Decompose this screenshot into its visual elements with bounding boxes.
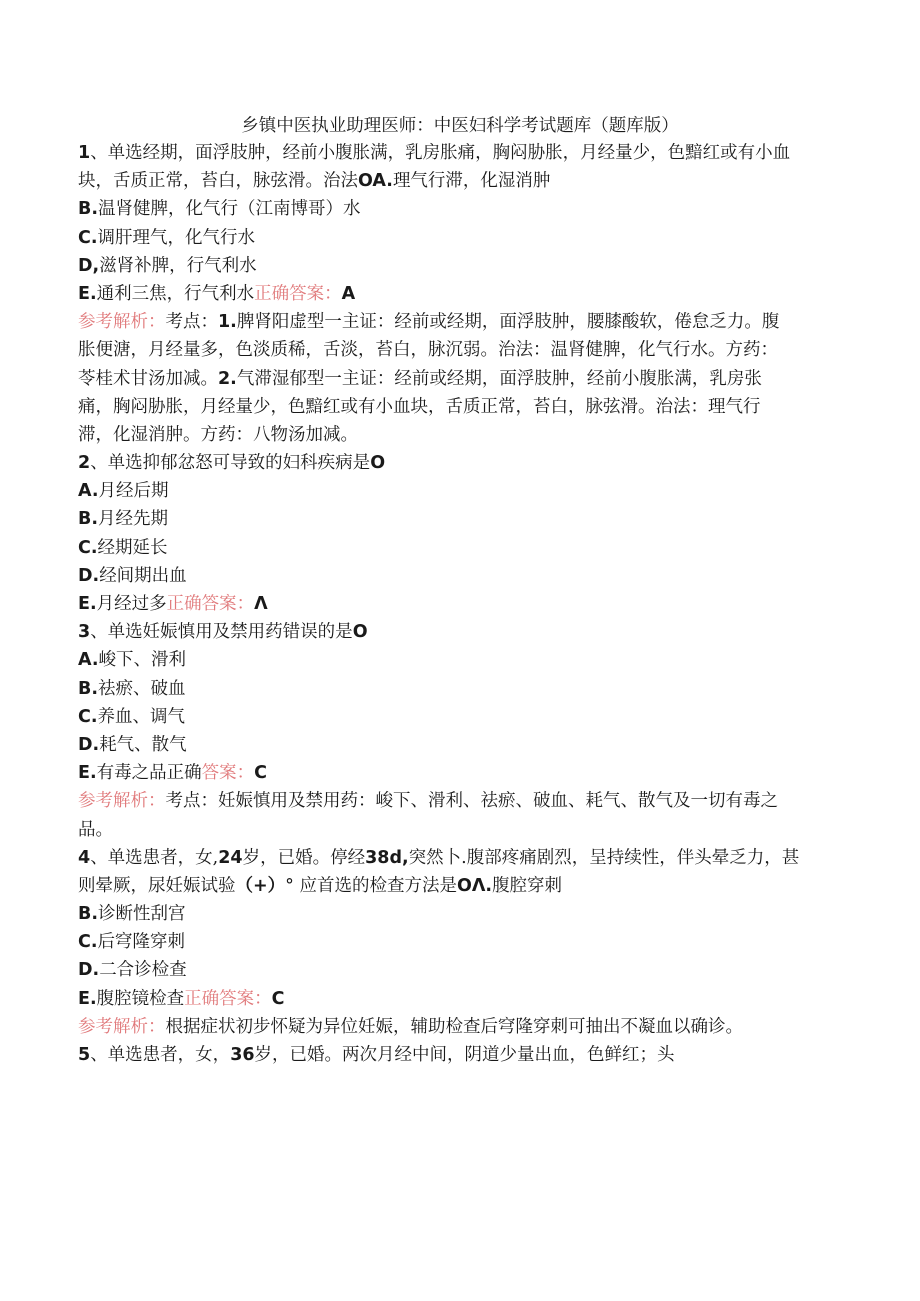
q1-analysis-3a: 苓桂术甘汤加减。 xyxy=(78,368,218,389)
q2-option-c-text: 经期延长 xyxy=(97,537,168,558)
q1-option-c xyxy=(78,224,840,252)
q2-stem xyxy=(78,449,840,477)
q3-option-d-text: 耗气、散气 xyxy=(99,734,187,755)
q4-option-d-letter: D. xyxy=(78,960,100,981)
q4-stem-1c: 突然卜.腹部疼痛剧烈，呈持续性，伴头晕乏力，甚 xyxy=(408,847,800,868)
q3-analysis-line-1 xyxy=(78,787,840,815)
q3-answer-label: 答案： xyxy=(201,763,255,784)
q3-option-a xyxy=(78,646,840,674)
q5-stem-line-1 xyxy=(78,1041,840,1069)
q4-option-e xyxy=(78,985,840,1013)
q3-option-c xyxy=(78,703,840,731)
q3-option-a-letter: A. xyxy=(78,650,99,671)
q3-option-c-letter: C. xyxy=(78,706,98,727)
q3-stem xyxy=(78,618,840,646)
q4-stem-1a: 、单选患者，女, xyxy=(90,847,219,868)
q1-analysis-label: 参考解析： xyxy=(78,312,166,333)
q1-analysis-1b: 脾肾阳虚型一主证：经前或经期，面浮肢肿，腰膝酸软，倦怠乏力。腹 xyxy=(236,312,780,333)
q1-option-e-text: 通利三焦，行气利水 xyxy=(96,283,255,304)
q1-analysis-3b: 气滞湿郁型一主证：经前或经期，面浮肢肿，经前小腹胀满，乳房张 xyxy=(236,368,762,389)
q4-option-b-letter: B. xyxy=(78,904,98,925)
q3-analysis-line-2: 品。 xyxy=(78,819,113,840)
q4-age: 24 xyxy=(218,847,243,868)
q2-option-d xyxy=(78,562,840,590)
q3-number: 3 xyxy=(78,622,91,643)
q1-answer-label: 正确答案： xyxy=(254,283,342,304)
q1-answer: A xyxy=(341,283,356,304)
q3-analysis-1: 考点：妊娠慎用及禁用药：峻下、滑利、祛瘀、破血、耗气、散气及一切有毒之 xyxy=(165,791,778,812)
q1-analysis-point-1: 1. xyxy=(218,312,237,333)
q2-option-c xyxy=(78,534,840,562)
q2-option-e-letter: E. xyxy=(78,594,97,614)
q1-option-a-marker: OA. xyxy=(358,171,393,192)
q3-marker: O xyxy=(352,622,368,643)
q1-analysis-line-1 xyxy=(78,308,840,336)
q2-option-a xyxy=(78,477,840,505)
q1-option-c-text: 调肝理气，化气行水 xyxy=(97,227,255,248)
q4-answer-label: 正确答案： xyxy=(184,988,272,1009)
q2-number: 2 xyxy=(78,453,91,474)
q2-option-c-letter: C. xyxy=(78,537,98,558)
q2-stem-text: 、单选抑郁忿怒可导致的妇科疾病是 xyxy=(90,453,371,474)
q1-option-c-letter: C. xyxy=(78,227,98,248)
q4-answer: C xyxy=(271,988,285,1009)
q2-option-a-letter: A. xyxy=(78,481,99,502)
q4-number: 4 xyxy=(78,847,91,868)
q1-analysis-1a: 考点： xyxy=(165,312,218,333)
q4-option-a-text: 腹腔穿刺 xyxy=(492,875,563,896)
q3-analysis-label: 参考解析： xyxy=(78,791,166,812)
q4-stem-2b: ° 应首选的检查方法是 xyxy=(285,875,457,896)
q1-stem-line-2 xyxy=(78,167,840,195)
q1-stem-2: 块，舌质正常，苔白，脉弦滑。治法 xyxy=(78,171,358,192)
q1-option-b-letter: B. xyxy=(78,199,98,220)
q1-option-b-text: 温肾健脾，化气行（江南博哥）水 xyxy=(98,199,361,220)
q4-stem-1b: 岁，已婚。停经 xyxy=(242,847,366,868)
q2-option-e xyxy=(78,590,840,618)
document-title: 乡镇中医执业助理医师：中医妇科学考试题库（题库版） xyxy=(241,116,679,136)
q3-option-a-text: 峻下、滑利 xyxy=(98,650,187,671)
q2-answer-label: 正确答案： xyxy=(166,594,255,614)
q4-stem-line-1 xyxy=(78,844,840,872)
q2-option-d-letter: D. xyxy=(78,565,100,586)
q3-option-d-letter: D. xyxy=(78,734,100,755)
q4-days: 38d, xyxy=(365,847,409,868)
question-list xyxy=(78,139,840,1069)
q4-option-c xyxy=(78,928,840,956)
q4-stem-2a: 则晕厥，尿妊娠试验 xyxy=(78,875,236,896)
q3-option-b xyxy=(78,675,840,703)
q4-option-b-text: 诊断性刮宫 xyxy=(98,904,186,925)
q1-option-d-letter: D, xyxy=(78,255,100,276)
q2-marker: O xyxy=(370,453,386,474)
q4-option-c-letter: C. xyxy=(78,932,98,953)
q1-option-d xyxy=(78,252,840,280)
q1-option-e-letter: E. xyxy=(78,283,97,304)
q3-option-d xyxy=(78,731,840,759)
q3-option-b-text: 祛瘀、破血 xyxy=(98,678,186,699)
q1-analysis-point-2: 2. xyxy=(218,368,237,389)
q5-age: 36 xyxy=(230,1045,255,1065)
q2-option-b xyxy=(78,505,840,533)
q4-option-a-marker: OΛ. xyxy=(456,875,493,896)
q4-option-e-letter: E. xyxy=(78,988,97,1009)
q3-answer: C xyxy=(254,763,267,784)
q3-option-e-text: 有毒之品正确 xyxy=(96,763,202,784)
q4-stem-line-2 xyxy=(78,872,840,900)
q4-option-b xyxy=(78,900,840,928)
q5-stem-1b: 岁，已婚。两次月经中间，阴道少量出血，色鲜红；头 xyxy=(254,1045,675,1065)
q1-analysis-line-4: 痛，胸闷胁胀，月经量少，色黯红或有小血块，舌质正常，苔白，脉弦滑。治法：理气行 xyxy=(78,396,761,417)
q2-option-e-text: 月经过多 xyxy=(96,594,167,614)
q1-stem-1: 、单选经期，面浮肢肿，经前小腹胀满，乳房胀痛，胸闷胁胀，月经量少，色黯红或有小血 xyxy=(90,143,791,163)
q1-analysis-line-3 xyxy=(78,365,840,393)
q4-analysis-line-1 xyxy=(78,1013,840,1041)
q3-option-e xyxy=(78,759,840,787)
q3-option-b-letter: B. xyxy=(78,678,98,699)
q1-option-e xyxy=(78,280,840,308)
q1-option-d-text: 滋肾补脾，行气利水 xyxy=(99,255,257,276)
q5-number: 5 xyxy=(78,1045,91,1065)
q1-analysis-line-5: 滞，化湿消肿。方药：八物汤加减。 xyxy=(78,424,358,445)
q2-answer: Λ xyxy=(254,594,268,614)
q1-analysis-line-2: 胀便溏，月经量多，色淡质稀，舌淡，苔白，脉沉弱。治法：温肾健脾，化气行水。方药： xyxy=(78,340,778,361)
q1-option-a-text: 理气行滞，化湿消肿 xyxy=(392,171,551,192)
q5-stem-1a: 、单选患者，女， xyxy=(90,1045,231,1065)
q1-option-b xyxy=(78,195,840,223)
q4-analysis-1: 根据症状初步怀疑为异位妊娠，辅助检查后穹隆穿刺可抽出不凝血以确诊。 xyxy=(165,1016,743,1037)
q4-option-c-text: 后穹隆穿刺 xyxy=(97,932,185,953)
q1-number: 1 xyxy=(78,143,91,163)
q4-test-result: （+） xyxy=(235,875,286,896)
q2-option-b-letter: B. xyxy=(78,509,98,530)
q4-option-d-text: 二合诊检查 xyxy=(99,960,187,981)
q3-option-e-letter: E. xyxy=(78,763,97,784)
q4-option-e-text: 腹腔镜检查 xyxy=(96,988,185,1009)
q2-option-a-text: 月经后期 xyxy=(98,481,169,502)
q1-stem-line-1 xyxy=(78,139,840,167)
q2-option-b-text: 月经先期 xyxy=(98,509,168,530)
q3-stem-text: 、单选妊娠慎用及禁用药错误的是 xyxy=(90,622,353,643)
q4-option-d xyxy=(78,956,840,984)
q3-option-c-text: 养血、调气 xyxy=(97,706,185,727)
q2-option-d-text: 经间期出血 xyxy=(99,565,187,586)
q4-analysis-label: 参考解析： xyxy=(78,1016,166,1037)
